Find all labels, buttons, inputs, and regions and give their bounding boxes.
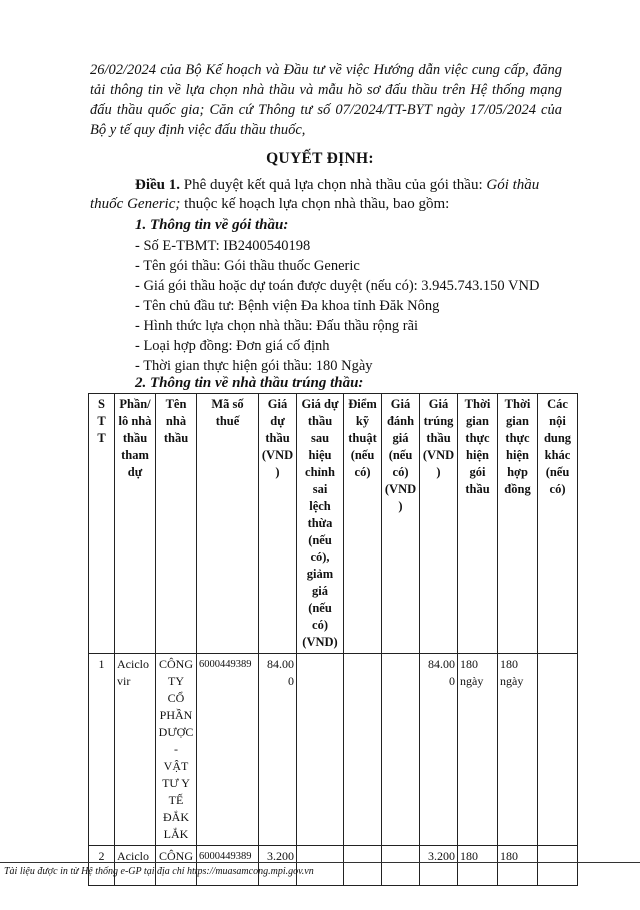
section-1-title: 1. Thông tin về gói thầu: <box>135 217 289 233</box>
article-label: Điều 1. <box>135 177 180 193</box>
table-header-row <box>89 394 578 654</box>
footer-note: Tài liệu được in từ Hệ thống e-GP tại địa chỉ https://muasamcong.mpi.gov.vn <box>4 866 314 877</box>
header-technical-score: Điểm kỹ thuật (nếu có) <box>344 394 382 654</box>
winning-bidder-table <box>88 393 578 886</box>
info-line-etbmt: - Số E-TBMT: IB2400540198 <box>135 238 311 254</box>
cell-technical-score <box>344 846 382 886</box>
info-line-contract-type: - Loại hợp đồng: Đơn giá cố định <box>135 338 330 354</box>
article-text-end: thuộc kế hoạch lựa chọn nhà thầu, bao gồm: <box>180 196 450 212</box>
cell-package-duration: 180 ngày <box>458 654 498 846</box>
cell-stt: 1 <box>89 654 115 846</box>
table-row <box>89 654 578 846</box>
header-other-content: Các nội dung khác (nếu có) <box>538 394 578 654</box>
legal-basis-paragraph: 26/02/2024 của Bộ Kế hoạch và Đầu tư về việc Hướng dẫn việc cung cấp, đăng tải thông tin về lựa chọn nhà thầu và mẫu hồ sơ đấu thầu trên Hệ thống mạng đấu thầu quốc gia; Căn cứ Thông tư số 07/2024/TT-BYT ngày 17/05/2024 của Bộ y tế quy định việc đấu thầu thuốc, <box>90 62 562 138</box>
package-name-italic: Gói thầu thuốc Generic; <box>90 177 540 212</box>
header-stt: S T T <box>89 394 115 654</box>
article-text-start: Phê duyệt kết quả lựa chọn nhà thầu của gói thầu: <box>180 177 487 193</box>
cell-lot: Aciclo <box>115 846 156 886</box>
section-2-title: 2. Thông tin về nhà thầu trúng thầu: <box>135 375 364 391</box>
cell-winning-price: 84.00 0 <box>420 654 458 846</box>
cell-other-content <box>538 654 578 846</box>
cell-technical-score <box>344 654 382 846</box>
info-line-package-name: - Tên gói thầu: Gói thầu thuốc Generic <box>135 258 360 274</box>
article-1-paragraph <box>90 176 562 214</box>
cell-other-content <box>538 846 578 886</box>
cell-bid-price: 84.00 0 <box>259 654 297 846</box>
cell-bidder-name: CÔNG TY CỔ PHẦN DƯỢC - VẬT TƯ Y TẾ ĐẮK LẮK <box>156 654 197 846</box>
cell-tax-code: 6000449389 <box>197 846 259 886</box>
cell-contract-duration: 180 <box>498 846 538 886</box>
header-contract-duration: Thời gian thực hiện hợp đồng <box>498 394 538 654</box>
header-bid-price: Giá dự thầu (VND ) <box>259 394 297 654</box>
cell-bidder-name: CÔNG <box>156 846 197 886</box>
cell-evaluated-price <box>382 654 420 846</box>
info-line-selection-method: - Hình thức lựa chọn nhà thầu: Đấu thầu rộng rãi <box>135 318 419 334</box>
cell-lot: Aciclo vir <box>115 654 156 846</box>
cell-package-duration: 180 <box>458 846 498 886</box>
footer-divider <box>0 862 640 863</box>
header-lot: Phần/ lô nhà thầu tham dự <box>115 394 156 654</box>
info-line-duration: - Thời gian thực hiện gói thầu: 180 Ngày <box>135 358 373 374</box>
header-winning-price: Giá trúng thầu (VND ) <box>420 394 458 654</box>
header-package-duration: Thời gian thực hiện gói thầu <box>458 394 498 654</box>
info-line-package-price: - Giá gói thầu hoặc dự toán được duyệt (nếu có): 3.945.743.150 VND <box>135 278 540 294</box>
cell-tax-code: 6000449389 <box>197 654 259 846</box>
cell-contract-duration: 180 ngày <box>498 654 538 846</box>
cell-adjusted-price <box>297 654 344 846</box>
cell-bid-price: 3.200 <box>259 846 297 886</box>
header-bidder-name: Tên nhà thầu <box>156 394 197 654</box>
header-tax-code: Mã số thuế <box>197 394 259 654</box>
cell-winning-price: 3.200 <box>420 846 458 886</box>
cell-evaluated-price <box>382 846 420 886</box>
info-line-investor: - Tên chủ đầu tư: Bệnh viện Đa khoa tỉnh Đăk Nông <box>135 298 440 314</box>
decision-heading: QUYẾT ĐỊNH: <box>266 150 374 167</box>
header-evaluated-price: Giá đánh giá (nếu có) (VND ) <box>382 394 420 654</box>
header-adjusted-price: Giá dự thầu sau hiệu chỉnh sai lệch thừa (nếu có), giảm giá (nếu có) (VND) <box>297 394 344 654</box>
cell-stt: 2 <box>89 846 115 886</box>
